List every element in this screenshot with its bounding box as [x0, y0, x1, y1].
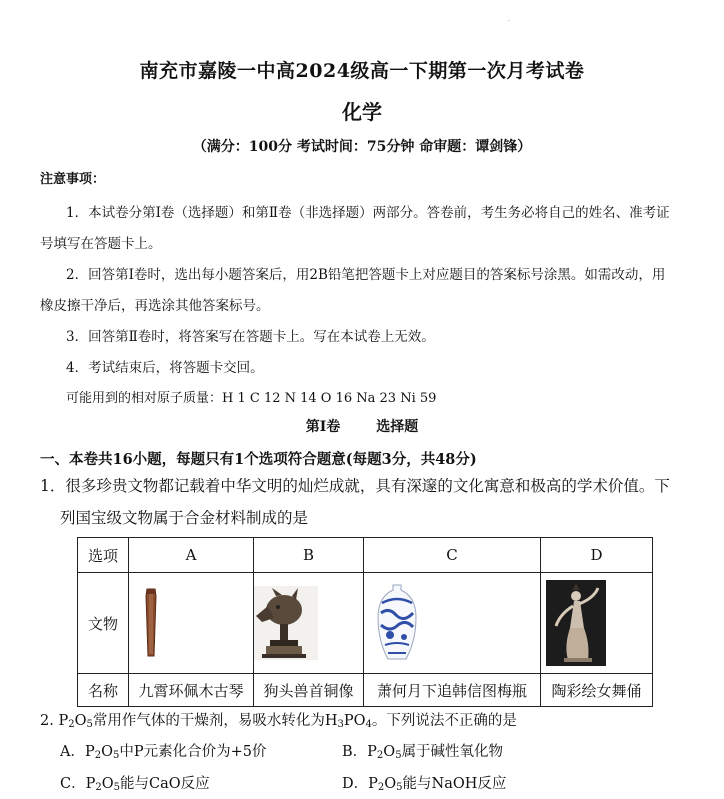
relics-table — [77, 537, 653, 707]
part-one-instruction: 一、本卷共16小题，每题只有1个选项符合题意(每题3分，共48分) — [40, 451, 477, 468]
question-1-stem-cont: 列国宝级文物属于合金材料制成的是 — [60, 509, 309, 527]
name-row-label: 名称 — [78, 674, 129, 707]
notice-item-3: 3．回答第Ⅱ卷时，将答案写在答题卡上。写在本试卷上无效。 — [66, 329, 435, 345]
exam-title: 南充市嘉陵一中高2024级高一下期第一次月考试卷 — [139, 60, 585, 82]
notice-item-4: 4．考试结束后，将答题卡交回。 — [66, 360, 264, 376]
relic-d-name: 陶彩绘女舞俑 — [541, 674, 653, 707]
wooden-guqin-image — [135, 586, 165, 660]
blue-white-plum-vase-image — [374, 583, 420, 663]
option-d-header: D — [541, 538, 653, 573]
image-row-label: 文物 — [78, 573, 129, 674]
section-heading — [0, 416, 724, 436]
question-1-stem: 1．很多珍贵文物都记载着中华文明的灿烂成就，具有深邃的文化寓意和极高的学术价值。下 — [40, 477, 670, 495]
question-2-option-c: C．$P_2O_5$能与CaO反应 — [60, 776, 210, 793]
stray-mark: · — [508, 18, 510, 25]
table-row — [78, 573, 653, 674]
notice-item-1-cont: 号填写在答题卡上。 — [40, 236, 162, 252]
relic-a-image-cell — [129, 573, 254, 674]
relic-b-name: 狗头兽首铜像 — [254, 674, 364, 707]
table-row — [78, 674, 653, 707]
relic-c-image-cell — [364, 573, 541, 674]
section-name: 选择题 — [376, 419, 419, 435]
exam-subject: 化学 — [342, 100, 382, 124]
bronze-dog-head-image — [254, 586, 318, 660]
relic-d-image-cell — [541, 573, 653, 674]
notice-heading: 注意事项： — [40, 172, 106, 187]
atomic-mass-line: 可能用到的相对原子质量：H 1 C 12 N 14 O 16 Na 23 Ni 59 — [66, 391, 437, 406]
notice-item-2: 2．回答第Ⅰ卷时，选出每小题答案后，用2B铅笔把答题卡上对应题目的答案标号涂黑。如需改动，用 — [66, 267, 666, 283]
section-part: 第Ⅰ卷 — [305, 419, 341, 435]
question-2-option-d: D．$P_2O_5$能与NaOH反应 — [342, 776, 507, 793]
notice-item-2-cont: 橡皮擦干净后，再选涂其他答案标号。 — [40, 298, 270, 314]
question-2-option-a: A．$P_2O_5$中P元素化合价为+5价 — [60, 744, 267, 761]
relic-c-name: 萧何月下追韩信图梅瓶 — [364, 674, 541, 707]
question-2-option-b: B．$P_2O_5$属于碱性氧化物 — [342, 744, 504, 761]
option-b-header: B — [254, 538, 364, 573]
option-a-header: A — [129, 538, 254, 573]
relic-b-image-cell — [254, 573, 364, 674]
question-2-stem: 2. $P_2O_5$常用作气体的干燥剂，易吸水转化为$H_3PO_4$。下列说法不正确的是 — [40, 713, 517, 730]
notice-item-1: 1．本试卷分第Ⅰ卷（选择题）和第Ⅱ卷（非选择题）两部分。答卷前，考生务必将自己的姓名、准考证 — [66, 205, 670, 221]
option-c-header: C — [364, 538, 541, 573]
table-row — [78, 538, 653, 573]
painted-pottery-dancer-image — [546, 580, 606, 666]
relic-a-name: 九霄环佩木古琴 — [129, 674, 254, 707]
header-label-cell: 选项 — [78, 538, 129, 573]
exam-info: （满分：100分 考试时间：75分钟 命审题：谭剑锋） — [192, 139, 532, 155]
